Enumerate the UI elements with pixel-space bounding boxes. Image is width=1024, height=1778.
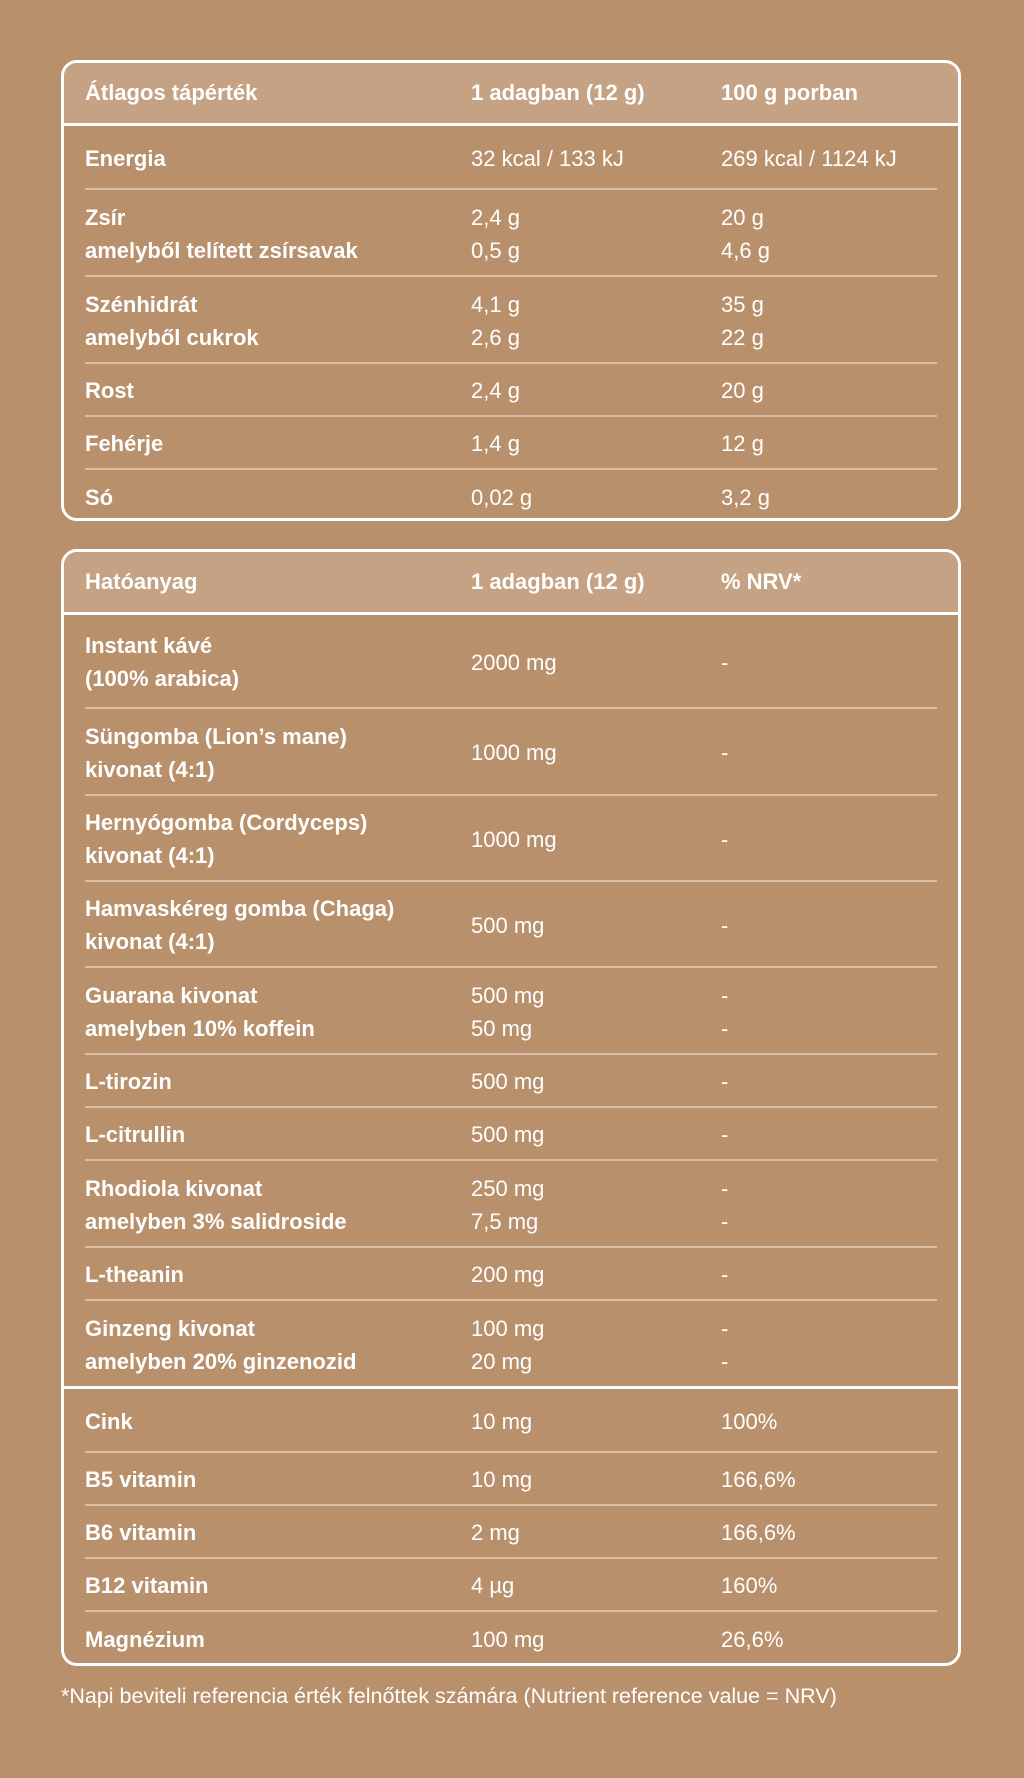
cell-text: - xyxy=(721,1122,729,1147)
row-value xyxy=(721,364,764,417)
row-value xyxy=(721,1161,728,1248)
row-value xyxy=(721,417,764,470)
cell-text: Energia xyxy=(85,145,166,171)
table-row xyxy=(64,1559,958,1612)
cell-text: Hamvaskéreg gomba (Chaga) xyxy=(85,896,395,921)
row-label xyxy=(85,1559,209,1612)
cell-text: 26,6% xyxy=(721,1627,784,1652)
cell-text: - xyxy=(721,1208,729,1234)
cell-text: 2,4 g xyxy=(471,204,520,230)
footnote: *Napi beviteli referencia érték felnőttek számára (Nutrient reference value = NRV) xyxy=(61,1684,837,1708)
cell-text: Ginzeng kivonat xyxy=(85,1316,255,1341)
row-value xyxy=(721,968,728,1055)
cell-text: 500 mg xyxy=(471,982,545,1008)
row-label xyxy=(85,1389,133,1453)
row-label xyxy=(85,470,113,521)
cell-text: 2,4 g xyxy=(471,378,520,403)
row-label xyxy=(85,190,358,277)
table-row xyxy=(64,796,958,882)
cell-text: 10 mg xyxy=(471,1408,533,1434)
row-label xyxy=(85,882,394,968)
row-value xyxy=(721,1055,728,1108)
cell-text: L-tirozin xyxy=(85,1069,172,1094)
row-serving xyxy=(471,364,520,417)
row-label xyxy=(85,1108,185,1161)
row-serving xyxy=(471,1612,544,1666)
cell-text: (100% arabica) xyxy=(85,666,240,691)
actives-table xyxy=(61,549,961,1666)
header-per-serving: 1 adagban (12 g) xyxy=(471,80,645,105)
cell-text: Magnézium xyxy=(85,1627,205,1652)
cell-text: 7,5 mg xyxy=(471,1208,539,1234)
cell-text: amelyből telített zsírsavak xyxy=(85,237,358,263)
cell-text: 100 mg xyxy=(471,1316,545,1341)
cell-text: kivonat (4:1) xyxy=(85,843,215,868)
cell-text: - xyxy=(721,1069,729,1094)
cell-text: 4,1 g xyxy=(471,291,520,317)
row-label xyxy=(85,1506,196,1559)
cell-text: 4 µg xyxy=(471,1573,515,1598)
cell-text: 500 mg xyxy=(471,912,545,938)
row-serving xyxy=(471,1506,520,1559)
cell-text: L-citrullin xyxy=(85,1122,186,1147)
row-value xyxy=(721,796,728,882)
cell-text: B5 vitamin xyxy=(85,1467,197,1492)
cell-text: 166,6% xyxy=(721,1467,796,1492)
cell-text: 35 g xyxy=(721,291,764,317)
cell-text: - xyxy=(721,649,729,675)
cell-text: 3,2 g xyxy=(721,484,770,510)
table-row xyxy=(64,190,958,277)
row-value xyxy=(721,190,770,277)
row-serving xyxy=(471,796,557,882)
header-nutrient: Átlagos tápérték xyxy=(85,80,258,105)
row-label xyxy=(85,1453,196,1506)
cell-text: 4,6 g xyxy=(721,237,770,263)
nutrition-table xyxy=(61,60,961,521)
cell-text: 100% xyxy=(721,1408,778,1434)
row-label xyxy=(85,364,134,417)
row-label xyxy=(85,126,166,190)
row-serving xyxy=(471,709,557,796)
row-value xyxy=(721,1248,728,1301)
cell-text: 1,4 g xyxy=(471,431,520,456)
row-serving xyxy=(471,1248,544,1301)
table-row xyxy=(64,1161,958,1248)
table-row xyxy=(64,709,958,796)
nutrition-table-header xyxy=(64,63,958,126)
row-label xyxy=(85,1055,172,1108)
cell-text: - xyxy=(721,1316,729,1341)
cell-text: 0,02 g xyxy=(471,484,533,510)
row-value xyxy=(721,1108,728,1161)
row-label xyxy=(85,968,315,1055)
cell-text: B12 vitamin xyxy=(85,1573,209,1598)
cell-text: 166,6% xyxy=(721,1520,796,1545)
table-row xyxy=(64,615,958,709)
cell-text: - xyxy=(721,1349,729,1374)
row-value xyxy=(721,470,770,521)
header-nrv: % NRV* xyxy=(721,569,802,594)
table-row xyxy=(64,364,958,417)
cell-text: amelyben 10% koffein xyxy=(85,1015,315,1041)
cell-text: Rhodiola kivonat xyxy=(85,1175,263,1201)
cell-text: Guarana kivonat xyxy=(85,982,258,1008)
cell-text: 1000 mg xyxy=(471,740,557,765)
cell-text: Süngomba (Lion’s mane) xyxy=(85,723,347,749)
cell-text: amelyben 3% salidroside xyxy=(85,1208,347,1234)
cell-text: 20 g xyxy=(721,378,764,403)
actives-table-header xyxy=(64,552,958,615)
cell-text: B6 vitamin xyxy=(85,1520,197,1545)
nutrition-table-body xyxy=(64,126,958,521)
cell-text: - xyxy=(721,826,729,852)
row-value xyxy=(721,1612,783,1666)
cell-text: 200 mg xyxy=(471,1262,545,1287)
cell-text: Zsír xyxy=(85,204,126,230)
row-serving xyxy=(471,1559,514,1612)
row-label xyxy=(85,1612,205,1666)
cell-text: - xyxy=(721,912,729,938)
row-value xyxy=(721,1389,777,1453)
cell-text: amelyből cukrok xyxy=(85,324,259,350)
row-label xyxy=(85,709,347,796)
cell-text: - xyxy=(721,1175,729,1201)
table-row xyxy=(64,968,958,1055)
cell-text: Só xyxy=(85,484,114,510)
row-serving xyxy=(471,1389,532,1453)
cell-text: kivonat (4:1) xyxy=(85,929,215,954)
cell-text: amelyben 20% ginzenozid xyxy=(85,1349,357,1374)
row-value xyxy=(721,709,728,796)
cell-text: - xyxy=(721,740,729,765)
table-row xyxy=(64,1248,958,1301)
cell-text: 1000 mg xyxy=(471,826,557,852)
cell-text: L-theanin xyxy=(85,1262,184,1287)
row-label xyxy=(85,1248,184,1301)
cell-text: 50 mg xyxy=(471,1015,533,1041)
cell-text: Cink xyxy=(85,1408,133,1434)
cell-text: 20 mg xyxy=(471,1349,533,1374)
row-serving xyxy=(471,615,557,709)
row-serving xyxy=(471,882,544,968)
table-row xyxy=(64,1389,958,1453)
row-serving xyxy=(471,417,520,470)
cell-text: 2 mg xyxy=(471,1520,520,1545)
row-label xyxy=(85,796,367,882)
row-value xyxy=(721,1453,796,1506)
row-value xyxy=(721,277,764,364)
table-row xyxy=(64,277,958,364)
row-label xyxy=(85,277,259,364)
row-value xyxy=(721,1559,777,1612)
table-row xyxy=(64,1453,958,1506)
cell-text: kivonat (4:1) xyxy=(85,756,215,782)
cell-text: 2000 mg xyxy=(471,649,557,675)
cell-text: 2,6 g xyxy=(471,324,520,350)
table-row xyxy=(64,1506,958,1559)
table-row xyxy=(64,126,958,190)
cell-text: 32 kcal / 133 kJ xyxy=(471,145,624,171)
row-serving xyxy=(471,1453,532,1506)
row-label xyxy=(85,417,163,470)
row-label xyxy=(85,1161,347,1248)
cell-text: Rost xyxy=(85,378,134,403)
table-row xyxy=(64,882,958,968)
table-row xyxy=(64,1108,958,1161)
table-row xyxy=(64,1301,958,1389)
row-serving xyxy=(471,1301,544,1389)
cell-text: - xyxy=(721,1262,729,1287)
cell-text: Fehérje xyxy=(85,431,164,456)
cell-text: 500 mg xyxy=(471,1069,545,1094)
cell-text: 160% xyxy=(721,1573,778,1598)
row-value xyxy=(721,126,897,190)
row-serving xyxy=(471,190,520,277)
table-row xyxy=(64,470,958,521)
cell-text: - xyxy=(721,1015,729,1041)
row-value xyxy=(721,1506,796,1559)
row-label xyxy=(85,615,239,709)
row-value xyxy=(721,615,728,709)
cell-text: 0,5 g xyxy=(471,237,520,263)
header-per-100g: 100 g porban xyxy=(721,80,858,105)
cell-text: Szénhidrát xyxy=(85,291,198,317)
actives-table-body xyxy=(64,615,958,1666)
cell-text: 100 mg xyxy=(471,1627,545,1652)
cell-text: 20 g xyxy=(721,204,764,230)
cell-text: Hernyógomba (Cordyceps) xyxy=(85,810,368,835)
row-label xyxy=(85,1301,356,1389)
table-row xyxy=(64,1612,958,1666)
cell-text: 22 g xyxy=(721,324,764,350)
row-serving xyxy=(471,1055,544,1108)
row-value xyxy=(721,1301,728,1389)
cell-text: 500 mg xyxy=(471,1122,545,1147)
table-row xyxy=(64,1055,958,1108)
cell-text: 12 g xyxy=(721,431,764,456)
row-serving xyxy=(471,470,532,521)
row-serving xyxy=(471,1161,544,1248)
cell-text: - xyxy=(721,982,729,1008)
cell-text: 250 mg xyxy=(471,1175,545,1201)
header-per-serving: 1 adagban (12 g) xyxy=(471,569,645,594)
row-serving xyxy=(471,277,520,364)
cell-text: 10 mg xyxy=(471,1467,533,1492)
table-row xyxy=(64,417,958,470)
row-value xyxy=(721,882,728,968)
cell-text: 269 kcal / 1124 kJ xyxy=(721,145,897,171)
cell-text: Instant kávé xyxy=(85,633,213,658)
row-serving xyxy=(471,1108,544,1161)
row-serving xyxy=(471,968,544,1055)
header-active: Hatóanyag xyxy=(85,569,198,594)
row-serving xyxy=(471,126,624,190)
